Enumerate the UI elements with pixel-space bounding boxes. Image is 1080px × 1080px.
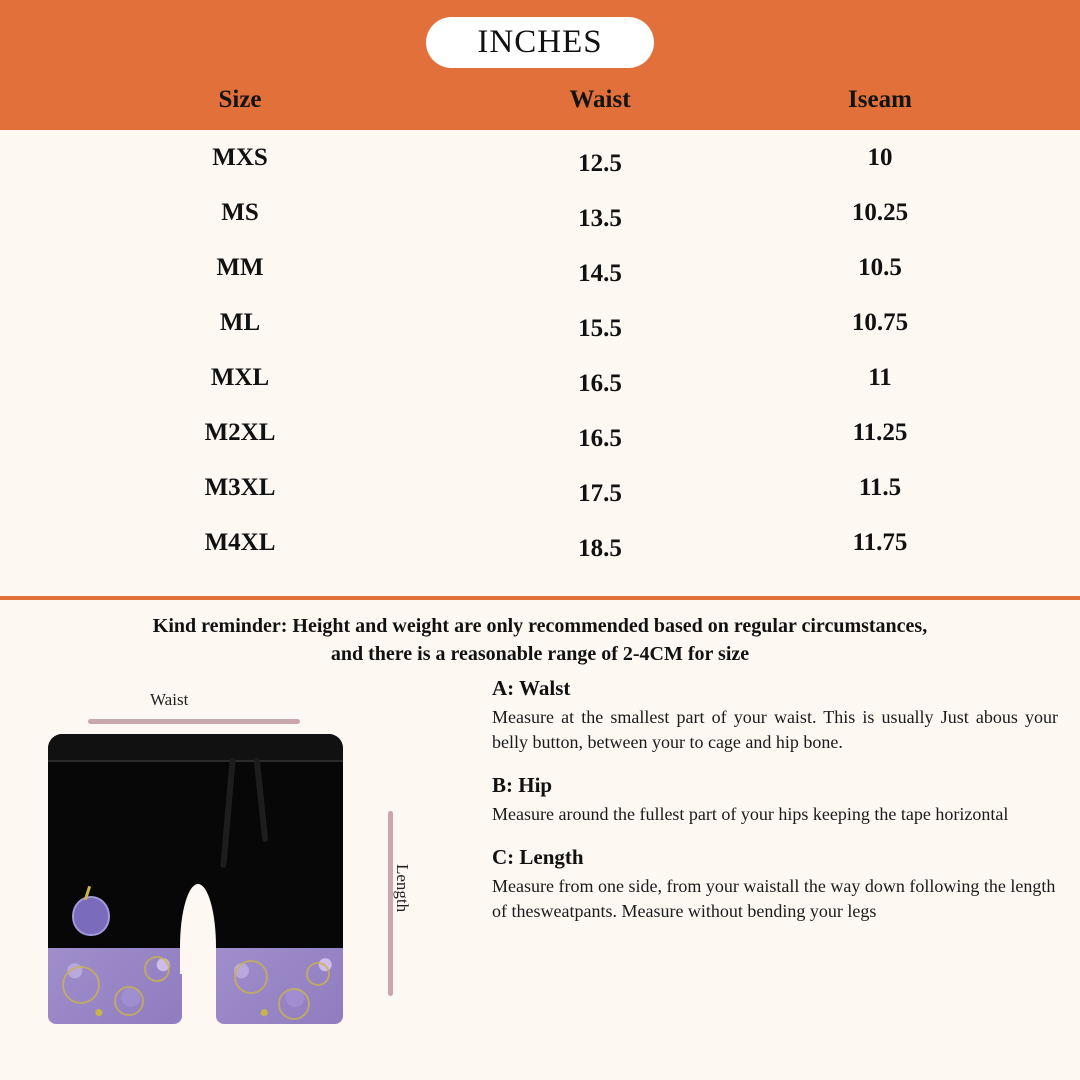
- section-divider: [0, 596, 1080, 600]
- instruction-block-hip: [492, 773, 1058, 827]
- paisley-swirl-icon: [278, 988, 310, 1020]
- table-header-bar: [0, 0, 1080, 130]
- column-header-waist: Waist: [569, 86, 631, 113]
- cell-inseam: 10.25: [851, 198, 909, 226]
- length-measure-label: Length: [393, 864, 412, 913]
- cell-inseam: 10: [867, 143, 893, 171]
- paisley-swirl-icon: [144, 956, 170, 982]
- waist-measure-line: [88, 719, 300, 724]
- shorts-illustration: [30, 734, 360, 1024]
- instruction-title: A: Walst: [492, 676, 571, 700]
- cell-size: MS: [221, 198, 259, 226]
- cell-size: M3XL: [204, 473, 276, 501]
- cell-waist: 18.5: [578, 534, 622, 562]
- shorts-waistband: [48, 734, 343, 762]
- cell-size: MXL: [210, 363, 270, 391]
- measurement-guide-section: [0, 676, 1080, 1080]
- table-row: [0, 185, 1080, 240]
- reminder-line-1: Kind reminder: Height and weight are only recommended based on regular circumstances,: [152, 615, 928, 637]
- instruction-block-waist: [492, 676, 1058, 755]
- cell-inseam: 11.75: [852, 528, 908, 556]
- instruction-text: Measure around the fullest part of your hips keeping the tape horizontal: [492, 804, 1009, 824]
- cell-inseam: 10.75: [851, 308, 909, 336]
- unit-label: INCHES: [477, 24, 603, 60]
- cell-size: M4XL: [204, 528, 276, 556]
- cell-waist: 14.5: [578, 259, 622, 287]
- cell-waist: 12.5: [578, 149, 622, 177]
- instruction-block-length: [492, 845, 1058, 924]
- paisley-swirl-icon: [306, 962, 330, 986]
- table-row: [0, 405, 1080, 460]
- size-table-body: [0, 130, 1080, 593]
- column-header-row: [0, 86, 1080, 114]
- unit-badge: [426, 17, 654, 68]
- table-row: [0, 515, 1080, 570]
- brand-logo-icon: [72, 896, 110, 936]
- cell-inseam: 10.5: [858, 253, 902, 281]
- cell-inseam: 11: [868, 363, 892, 391]
- column-header-size: Size: [218, 86, 262, 113]
- paisley-swirl-icon: [62, 966, 100, 1004]
- cell-waist: 16.5: [578, 369, 622, 397]
- column-header-inseam: Iseam: [848, 86, 912, 113]
- reminder-line-2: and there is a reasonable range of 2-4CM for size: [330, 643, 750, 665]
- table-row: [0, 295, 1080, 350]
- instruction-text: Measure at the smallest part of your waist. This is usually Just abous your belly button, between your to cage and hip bone.: [492, 707, 1058, 752]
- shorts-liner-left: [48, 948, 182, 1024]
- cell-size: MM: [216, 253, 264, 281]
- kind-reminder-text: [0, 612, 1080, 668]
- table-row: [0, 130, 1080, 185]
- paisley-swirl-icon: [234, 960, 268, 994]
- table-row: [0, 240, 1080, 295]
- cell-size: ML: [219, 308, 261, 336]
- cell-size: M2XL: [204, 418, 276, 446]
- paisley-swirl-icon: [114, 986, 144, 1016]
- waist-measure-label: Waist: [150, 690, 189, 709]
- table-row: [0, 350, 1080, 405]
- cell-inseam: 11.5: [858, 473, 902, 501]
- product-diagram-panel: [0, 676, 470, 1080]
- instruction-title: C: Length: [492, 845, 584, 869]
- cell-size: MXS: [212, 143, 268, 171]
- cell-inseam: 11.25: [852, 418, 908, 446]
- cell-waist: 13.5: [578, 204, 622, 232]
- shorts-liner-right: [216, 948, 343, 1024]
- cell-waist: 16.5: [578, 424, 622, 452]
- instruction-title: B: Hip: [492, 773, 553, 797]
- table-row: [0, 460, 1080, 515]
- cell-waist: 17.5: [578, 479, 622, 507]
- cell-waist: 15.5: [578, 314, 622, 342]
- instruction-text: Measure from one side, from your waistall the way down following the length of thesweatpants. Measure without bending your legs: [492, 876, 1056, 921]
- measurement-instructions-panel: [492, 676, 1058, 1080]
